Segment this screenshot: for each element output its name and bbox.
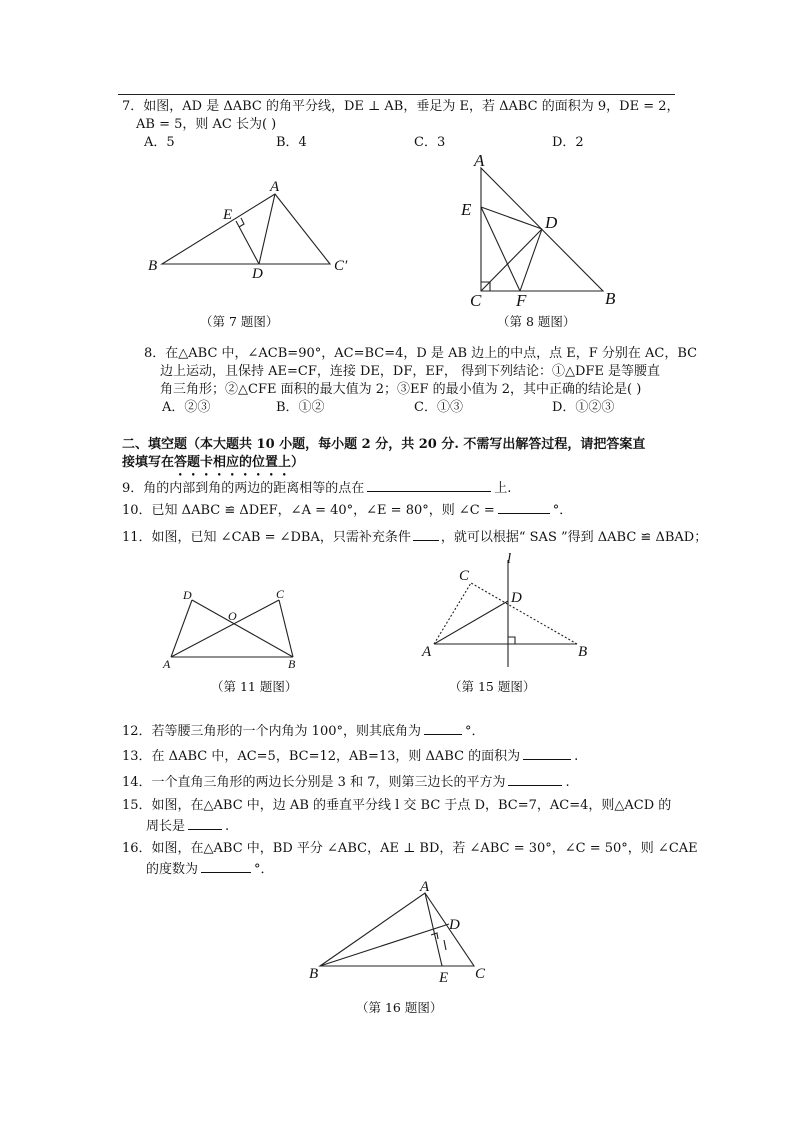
q16-line1: 16．如图，在△ABC 中，BD 平分 ∠ABC，AE ⊥ BD，若 ∠ABC = 30°，∠C = 50°，则 ∠CAE xyxy=(122,841,698,856)
q9-text: 9．角的内部到角的两边的距离相等的点在 上. xyxy=(122,478,511,498)
fig8-caption: （第 8 题图） xyxy=(497,314,576,329)
fig16-label-c: C xyxy=(475,966,486,982)
fig15-label-b: B xyxy=(578,644,588,660)
fig7-label-c: C′ xyxy=(334,258,348,274)
section2-heading-line2: 接填写在答题卡相应的位置上） xyxy=(122,455,305,470)
fig11-label-o: O xyxy=(228,609,237,623)
fig11-label-a: A xyxy=(163,657,171,671)
fig11-label-b: B xyxy=(288,657,296,671)
q13-text: 13．在 ΔABC 中，AC=5，BC=12，AB=13，则 ΔABC 的面积为 . xyxy=(122,746,578,766)
fig8-label-e: E xyxy=(461,200,472,219)
fig15-label-l: l xyxy=(507,551,512,567)
q8-option-c: C．①③ xyxy=(414,400,463,415)
q8-line2: 边上运动，且保持 AE=CF，连接 DE，DF，EF， 得到下列结论：①△DFE 是等腰直 xyxy=(160,364,661,379)
fig7-label-a: A xyxy=(270,179,280,195)
section2-heading-line1: 二、填空题（本大题共 10 小题，每小题 2 分，共 20 分. 不需写出解答过程，请把答案直 xyxy=(122,437,646,452)
q12-text: 12．若等腰三角形的一个内角为 100°，则其底角为 °． xyxy=(122,721,485,741)
fig8-label-f: F xyxy=(516,291,527,310)
q7-option-a: A．5 xyxy=(144,135,175,150)
segment-ae-16 xyxy=(425,893,442,966)
fig8-label-d: D xyxy=(545,213,558,232)
fig16-label-e: E xyxy=(439,970,449,986)
q14-text: 14．一个直角三角形的两边长分别是 3 和 7，则第三边长的平方为 . xyxy=(122,772,570,792)
fig16-label-a: A xyxy=(420,879,430,895)
q8-option-d: D．①②③ xyxy=(552,400,615,415)
fig16-label-b: B xyxy=(309,966,319,982)
fig11-label-c: C xyxy=(276,587,285,601)
segment-bd-16 xyxy=(320,924,449,966)
fig7-label-d: D xyxy=(252,266,263,282)
fig16-label-d: D xyxy=(449,917,460,933)
q7-option-d: D．2 xyxy=(552,135,584,150)
fig15-label-c: C xyxy=(459,568,470,584)
q7-option-b: B．4 xyxy=(276,135,307,150)
q11-text: 11．如图，已知 ∠CAB = ∠DBA，只需补充条件 ，就可以根据“ SAS ”得到 ΔABC ≌ ΔBAD； xyxy=(122,527,707,547)
fig7-label-e: E xyxy=(223,207,233,223)
q10-text: 10．已知 ΔABC ≌ ΔDEF，∠A = 40°，∠E = 80°，则 ∠C = °． xyxy=(122,500,572,520)
q8-line3: 角三角形；②△CFE 面积的最大值为 2；③EF 的最小值为 2，其中正确的结论是( ) xyxy=(160,382,642,397)
fig15-caption: （第 15 题图） xyxy=(449,679,536,694)
q8-line1: 8．在△ABC 中，∠ACB=90°，AC=BC=4，D 是 AB 边上的中点，点 E，F 分别在 AC，BC xyxy=(144,346,698,361)
fig7-caption: （第 7 题图） xyxy=(200,314,279,329)
fig15-label-a: A xyxy=(422,644,432,660)
fig8-label-b: B xyxy=(605,289,616,308)
fig8-label-a: A xyxy=(474,151,485,170)
q7-line2: AB = 5，则 AC 长为( ) xyxy=(136,117,277,132)
fig11-caption: （第 11 题图） xyxy=(211,679,298,694)
q7-line1: 7．如图，AD 是 ΔABC 的角平分线，DE ⊥ AB，垂足为 E，若 ΔABC 的面积为 9，DE = 2， xyxy=(122,99,680,114)
q16-line2: 的度数为 °． xyxy=(146,859,274,879)
q8-option-a: A．②③ xyxy=(162,400,211,415)
q8-option-b: B．①② xyxy=(276,400,325,415)
q7-option-c: C．3 xyxy=(414,135,446,150)
fig16-caption: （第 16 题图） xyxy=(356,1000,443,1015)
fig15-label-d: D xyxy=(511,590,522,606)
fig8-label-c: C xyxy=(470,291,482,310)
fig11-label-d: D xyxy=(183,588,192,602)
q15-line1: 15．如图，在△ABC 中，边 AB 的垂直平分线 l 交 BC 于点 D，BC=7，AC=4，则△ACD 的 xyxy=(122,798,672,813)
q15-line2: 周长是 . xyxy=(146,816,229,836)
fig7-label-b: B xyxy=(148,258,158,274)
tick-mark-16 xyxy=(444,940,446,950)
